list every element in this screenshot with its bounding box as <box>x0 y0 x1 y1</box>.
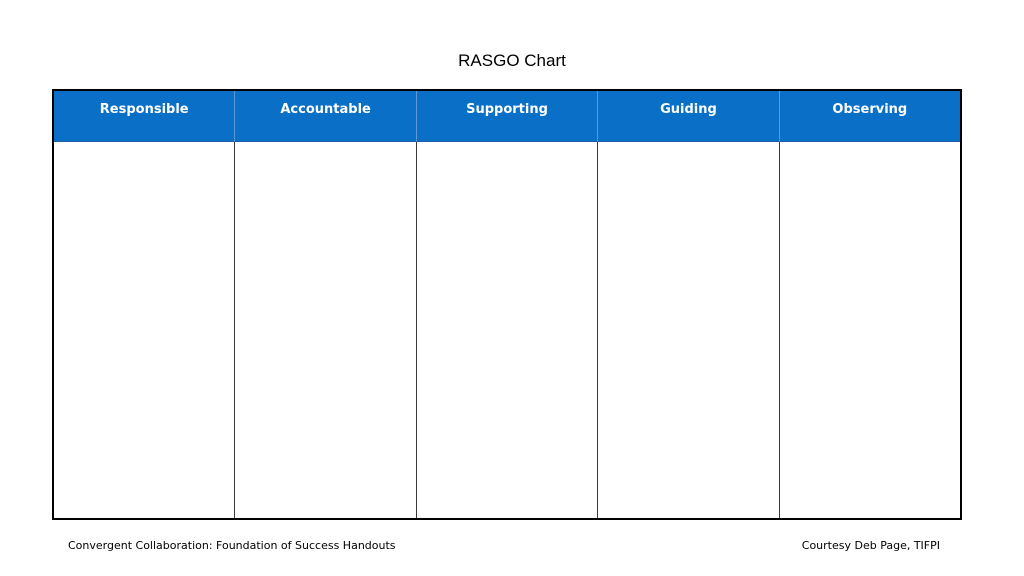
cell-observing[interactable] <box>780 142 960 518</box>
cell-responsible[interactable] <box>54 142 234 518</box>
header-guiding: Guiding <box>598 91 779 142</box>
column-responsible <box>54 91 235 518</box>
column-accountable <box>235 91 416 518</box>
cell-guiding[interactable] <box>598 142 778 518</box>
footer-source: Convergent Collaboration: Foundation of Success Handouts <box>68 539 396 552</box>
column-supporting <box>417 91 598 518</box>
header-supporting: Supporting <box>417 91 598 142</box>
header-responsible: Responsible <box>54 91 235 142</box>
rasgo-table <box>52 89 962 520</box>
header-observing: Observing <box>780 91 960 142</box>
cell-accountable[interactable] <box>235 142 415 518</box>
cell-supporting[interactable] <box>417 142 597 518</box>
header-accountable: Accountable <box>235 91 416 142</box>
chart-title: RASGO Chart <box>458 51 566 70</box>
column-observing <box>780 91 960 518</box>
footer-credit: Courtesy Deb Page, TIFPI <box>801 539 940 552</box>
column-guiding <box>598 91 779 518</box>
